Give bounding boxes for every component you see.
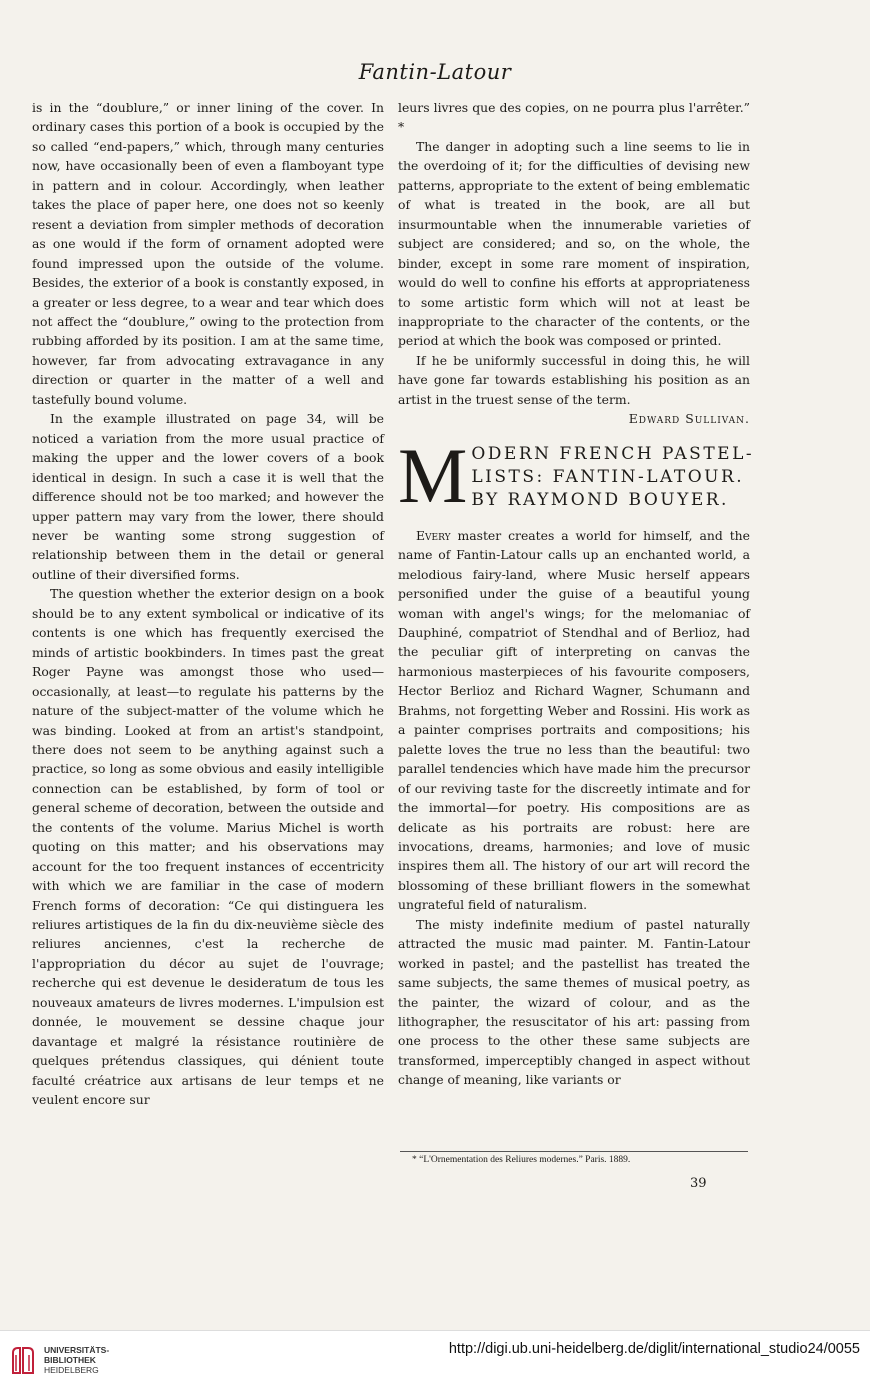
page-number: 39 <box>690 1176 707 1191</box>
right-column <box>398 98 755 1090</box>
article-paragraph-1 <box>398 526 750 915</box>
left-paragraph-3: The question whether the exterior design on a book should be to any extent symbolical or indicative of its contents is one which has frequently exercised the minds of artistic bookbinders. In times past the great Roger Payne was amongst those who used—occasionally, at least—to regulate his patterns by the nature of the subject-matter of the volume which he was binding. Looked at from an artist's standpoint, there does not seem to be anything against such a practice, so long as some obvious and easily intelligible connection can be established, by form of tool or general scheme of decoration, between the outside and the contents of the volume. Marius Michel is worth quoting on this matter; and his observations may account for the too frequent instances of eccentricity with which we are familiar in the case of modern French forms of decoration: “Ce qui distinguera les reliures artistiques de la fin du dix-neuvième siècle des reliures anciennes, c'est la recherche de l'appropriation du décor au sujet de l'ouvrage; recherche qui est devenue le desideratum de tous les nouveaux amateurs de livres modernes. L'impulsion est donnée, le mouvement se dessine chaque jour davantage et malgré la résistance routinière de quelques prétendus classiques, qui dénient toute faculté créatrice aux artisans de leur temps et ne veulent encore sur <box>32 586 384 1108</box>
article-paragraph-1-text: master creates a world for himself, and the name of Fantin-Latour calls up an enchanted world, a melodious fairy-land, where Music herself appears personified under the guise of a beautiful young woman with angel's wings; for the melomaniac of Dauphiné, compatriot of Stendhal and of Berlioz, had the peculiar gift of interpreting on canvas the harmonious masterpieces of his favourite composers, Hector Berlioz and Richard Wagner, Schumann and Brahms, not forgetting Weber and Rossini. His work as a painter comprises portraits and compositions; his palette loves the true no less than the beautiful: two parallel tendencies which have made him the precursor of our reviving taste for the discreetly intimate and for the immortal—for poetry. His compositions are as delicate as his portraits are robust: here are invocations, dreams, harmonies; and love of music inspires them all. The history of our art will record the blossoming of these brilliant flowers in the somewhat ungrateful field of naturalism. <box>398 527 750 913</box>
article-paragraph-2: The misty indefinite medium of pastel naturally attracted the music mad painter. M. Fantin-Latour worked in pastel; and the pastellist has treated the same subjects, the same themes of musical poetry, as the painter, the wizard of colour, and as the lithographer, the resuscitator of his art: passing from one process to the other these same subjects are transformed, imperceptibly changed in aspect without change of meaning, like variants or <box>398 916 750 1088</box>
library-logo[interactable] <box>10 1345 109 1375</box>
logo-line-1: UNIVERSITÄTS- <box>44 1345 110 1355</box>
footer-bar <box>0 1330 870 1395</box>
left-column <box>32 98 384 1110</box>
heading-dropcap: M <box>398 431 468 519</box>
footnote: * “L'Ornementation des Reliures modernes.” Paris. 1889. <box>412 1155 631 1165</box>
right-paragraph-2: The danger in adopting such a line seems to lie in the overdoing of it; for the difficulties of devising new patterns, appropriate to the extent of being emblematic of what is treated in the book, are all but insurmountable when the innumerable varieties of subject are considered; and so, on the whole, the binder, except in some rare moment of inspiration, would do well to confine his efforts at appropriateness to some artistic form which will not at least be inappropriate to the character of the contents, or the period at which the book was composed or printed. <box>398 138 750 349</box>
library-seal-icon <box>10 1345 36 1375</box>
heading-line-2: LISTS: FANTIN-LATOUR. <box>471 466 745 487</box>
left-paragraph-2: In the example illustrated on page 34, will be noticed a variation from the more usual practice of making the upper and the lower covers of a book identical in design. In such a case it is well that the difference should not be too marked; and however the upper pattern may vary from the lower, there should never be wanting some strong suggestion of relationship between them in the detail or general outline of their diversified forms. <box>32 411 384 582</box>
logo-line-3: HEIDELBERG <box>44 1365 99 1375</box>
page-header: Fantin-Latour <box>358 60 512 84</box>
footnote-rule <box>400 1151 748 1152</box>
logo-line-2: BIBLIOTHEK <box>44 1355 96 1365</box>
left-paragraph-1: is in the “doublure,” or inner lining of the cover. In ordinary cases this portion of a book is occupied by the so called “end-papers,” which, through many centuries now, have occasionally been of even a flamboyant type in pattern and in colour. Accordingly, when leather takes the place of paper here, one does not so keenly resent a deviation from simpler methods of decoration as one would if the form of ornament adopted were found impressed upon the outside of the volume. Besides, the exterior of a book is constantly exposed, in a greater or less degree, to a wear and tear which does not affect the “doublure,” owing to the protection from rubbing afforded by its position. I am at the same time, however, far from advocating extravagance in any direction or quarter in the matter of a well and tastefully bound volume. <box>32 100 384 407</box>
right-paragraph-1: leurs livres que des copies, on ne pourra plus l'arrêter.” * <box>398 100 750 135</box>
heading-text <box>471 441 754 512</box>
article-lead-word: Every <box>416 527 451 543</box>
article-heading <box>398 431 755 519</box>
right-paragraph-3: If he be uniformly successful in doing this, he will have gone far towards establishing his position as an artist in the truest sense of the term. <box>398 352 750 407</box>
source-url-link[interactable]: http://digi.ub.uni-heidelberg.de/diglit/international_studio24/0055 <box>448 1341 860 1357</box>
heading-line-1: ODERN FRENCH PASTEL- <box>471 443 755 464</box>
author-signature: Edward Sullivan. <box>628 411 750 427</box>
library-name <box>44 1345 109 1375</box>
heading-line-3: BY RAYMOND BOUYER. <box>471 489 729 510</box>
